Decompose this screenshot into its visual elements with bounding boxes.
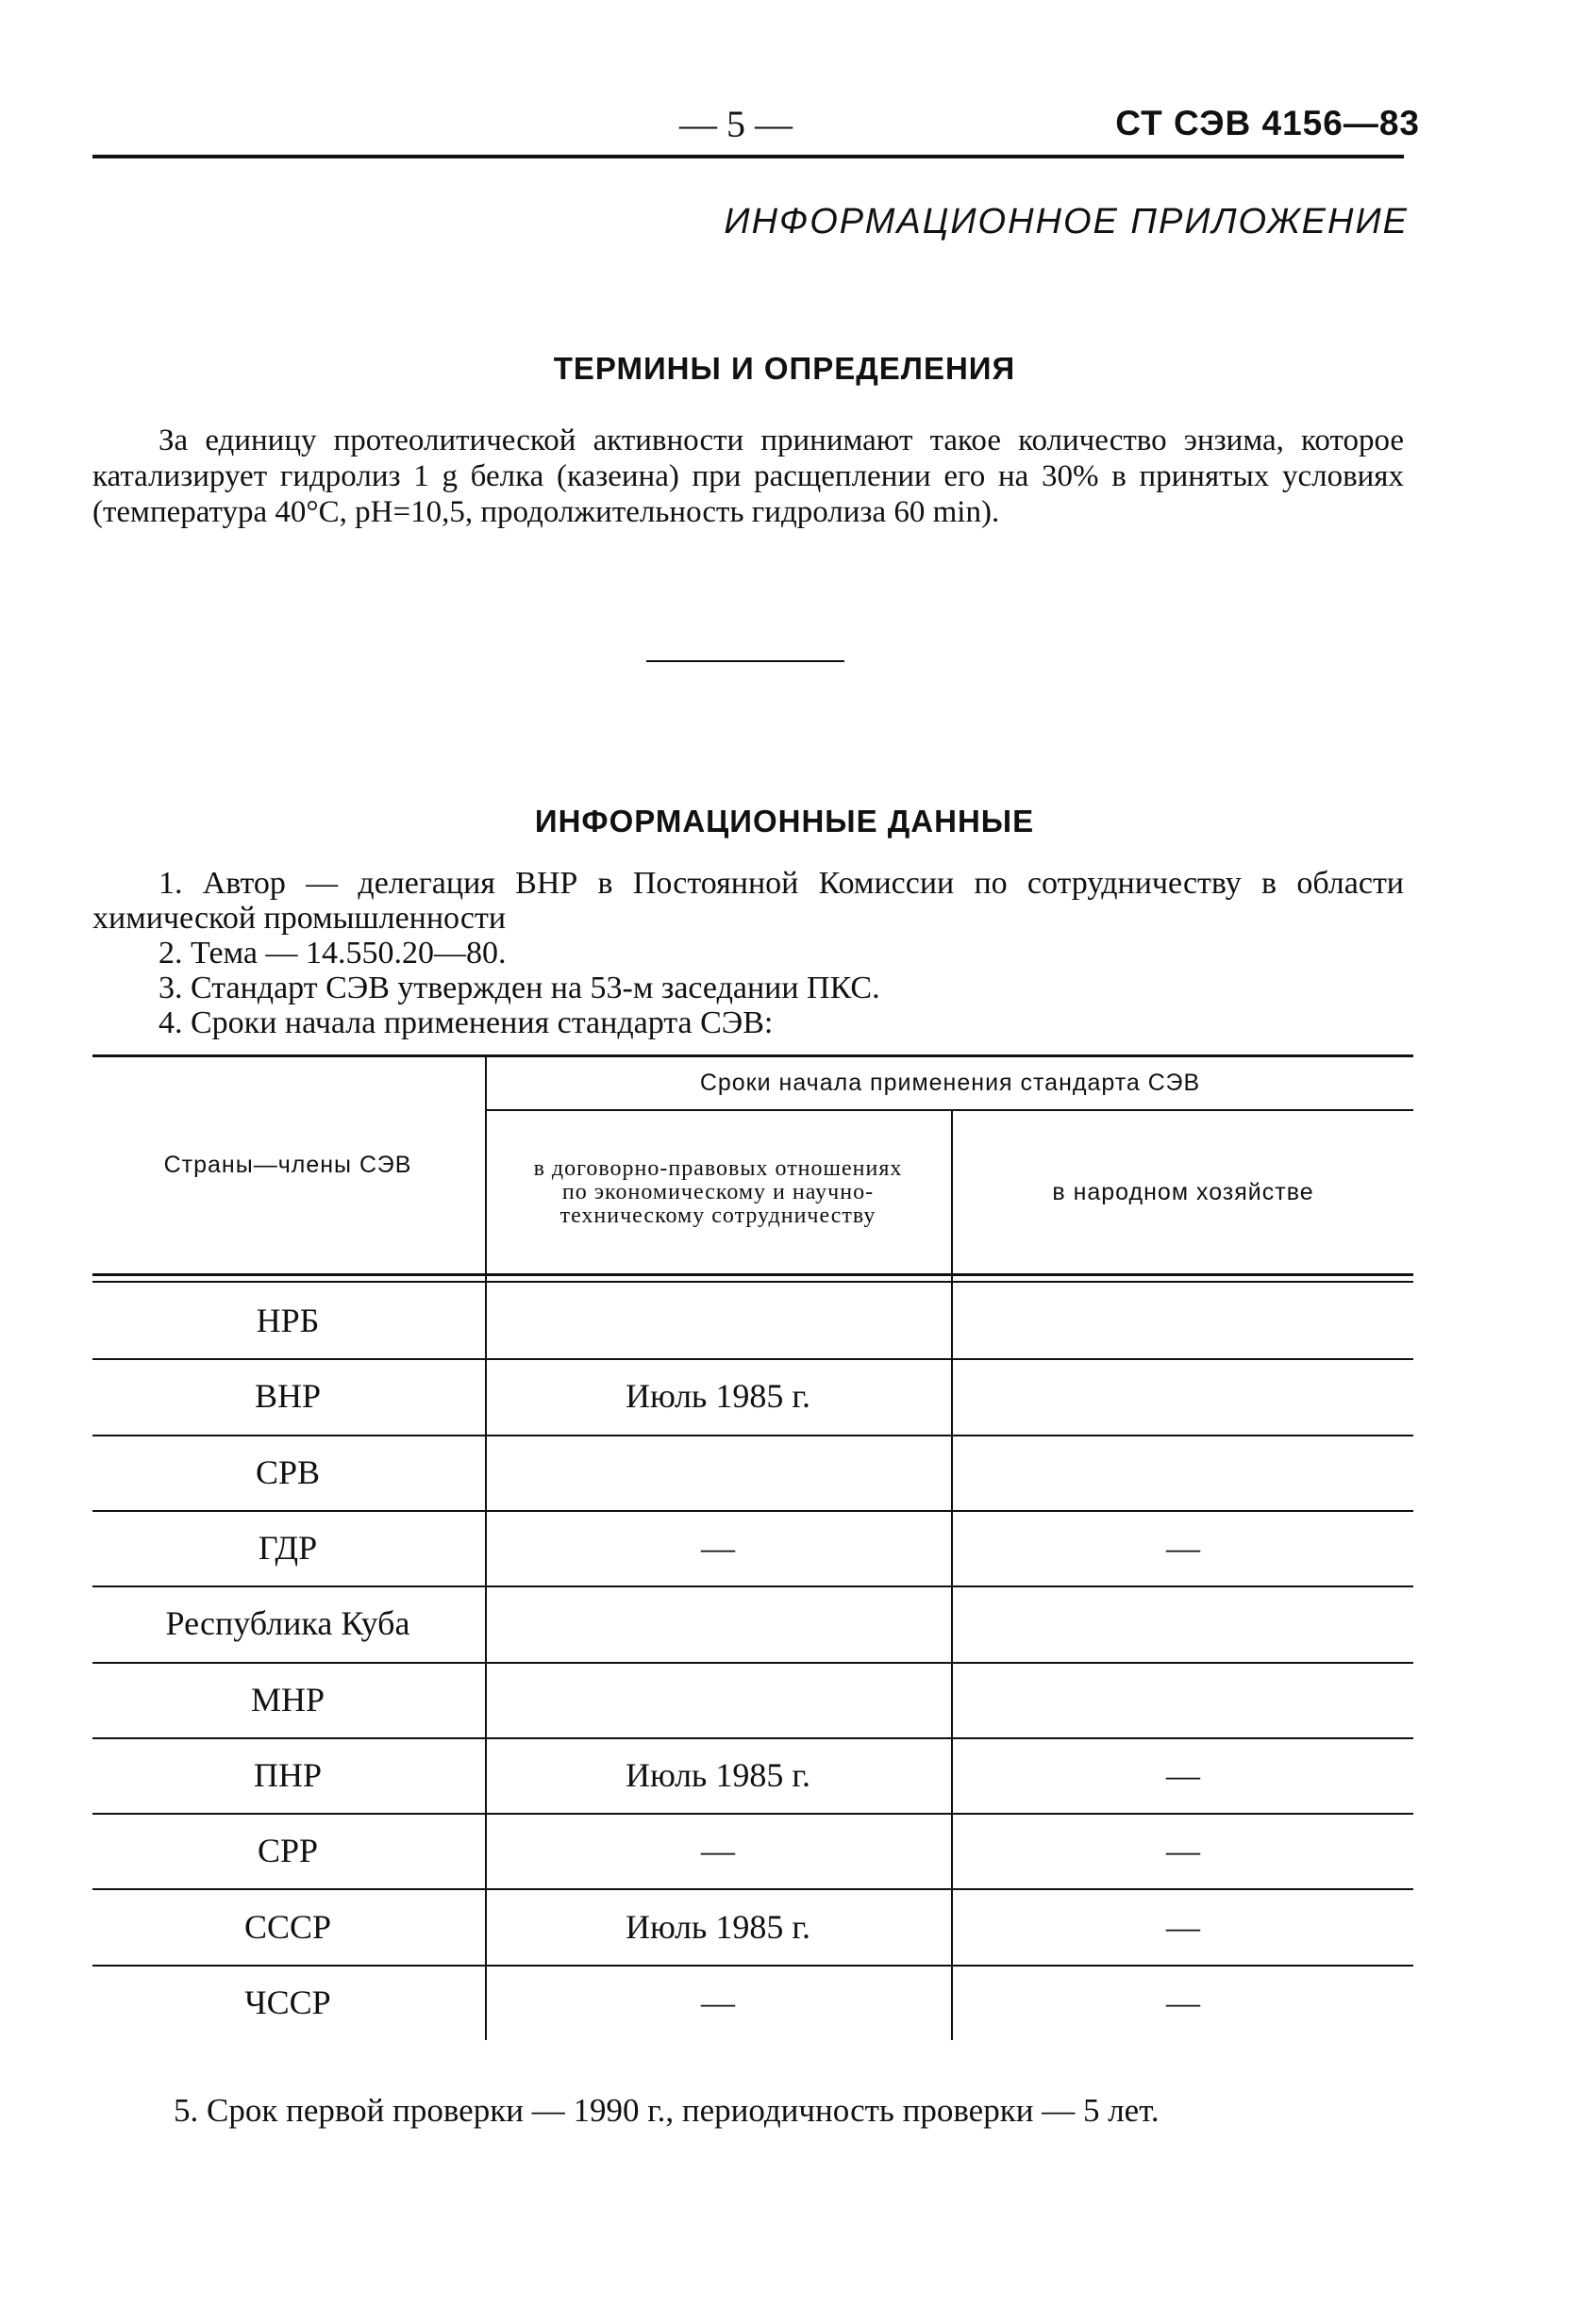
terms-title: ТЕРМИНЫ И ОПРЕДЕЛЕНИЯ (553, 351, 1016, 386)
table-cell-economy (953, 1283, 1413, 1358)
appendix-label: ИНФОРМАЦИОННОЕ ПРИЛОЖЕНИЕ (724, 202, 1409, 241)
table-cell-contract (487, 1283, 949, 1358)
table-cell-contract (487, 1662, 949, 1737)
info-list (92, 866, 1404, 1040)
header-contract: в договорно-правовых отношениях по экономическому и научно-техническому сотрудничеству (533, 1155, 903, 1228)
table-cell-economy: — (1166, 1832, 1200, 1870)
table-cell-contract: — (701, 1529, 735, 1568)
table-cell-economy (953, 1435, 1413, 1510)
table-cell-contract: Июль 1985 г. (625, 1755, 811, 1794)
page-number: — 5 — (679, 103, 793, 145)
info-title: ИНФОРМАЦИОННЫЕ ДАННЫЕ (534, 804, 1035, 838)
table-cell-economy (953, 1662, 1413, 1737)
table-cell-country: ГДР (258, 1529, 318, 1568)
table-cell-contract (487, 1435, 949, 1510)
table-cell-country: СССР (243, 1907, 332, 1946)
info-item-approval: 3. Стандарт СЭВ утвержден на 53-м заседании ПКС. (159, 971, 880, 1005)
table-cell-economy: — (1166, 1983, 1200, 2021)
table-cell-contract: — (701, 1983, 735, 2021)
section-separator (646, 660, 844, 662)
table-cell-country: ЧССР (244, 1983, 331, 2021)
table-cell-country: Республика Куба (165, 1604, 410, 1643)
info-item-terms: 4. Сроки начала применения стандарта СЭВ: (159, 1005, 774, 1040)
table-cell-contract: — (701, 1832, 735, 1870)
table-cell-contract (487, 1585, 949, 1661)
table-cell-economy (953, 1358, 1413, 1434)
table-cell-economy: — (1166, 1529, 1200, 1568)
table-cell-country: ПНР (253, 1755, 323, 1794)
table-cell-country: СРР (257, 1832, 319, 1870)
table-cell-contract: Июль 1985 г. (625, 1377, 811, 1416)
header-economy: в народном хозяйстве (1052, 1178, 1314, 1205)
terms-text: За единицу протеолитической активности принимают такое количество энзима, которое катализирует гидролиз 1 g белка (казеина) при расщеплении его на 30% в принятых условиях (температура 40°С, pH=10,5, продолжительность гидролиза 60 min). (92, 423, 1404, 529)
table-cell-economy (953, 1585, 1413, 1661)
table-cell-contract: Июль 1985 г. (625, 1907, 811, 1946)
table-cell-country: НРБ (256, 1302, 320, 1340)
header-country: Страны—члены СЭВ (163, 1151, 412, 1178)
table-cell-country: ВНР (254, 1377, 322, 1416)
table-cell-economy: — (1166, 1755, 1200, 1794)
info-item-review: 5. Срок первой проверки — 1990 г., периодичность проверки — 5 лет. (174, 2092, 1160, 2129)
table-cell-country: СРВ (255, 1452, 321, 1491)
info-item-topic: 2. Тема — 14.550.20—80. (159, 936, 507, 971)
header-group: Сроки начала применения стандарта СЭВ (699, 1069, 1201, 1096)
document-code: СТ СЭВ 4156—83 (1115, 104, 1420, 142)
table-cell-economy: — (1166, 1907, 1200, 1946)
terms-paragraph (92, 423, 1404, 530)
header-bottom-rule (92, 1273, 1413, 1276)
info-item-author: 1. Автор — делегация ВНР в Постоянной Комиссии по сотрудничеству в области химической промышленности (92, 866, 1404, 936)
table-cell-country: МНР (250, 1680, 325, 1718)
application-terms-table (92, 1054, 1413, 2040)
header-rule (92, 155, 1404, 158)
